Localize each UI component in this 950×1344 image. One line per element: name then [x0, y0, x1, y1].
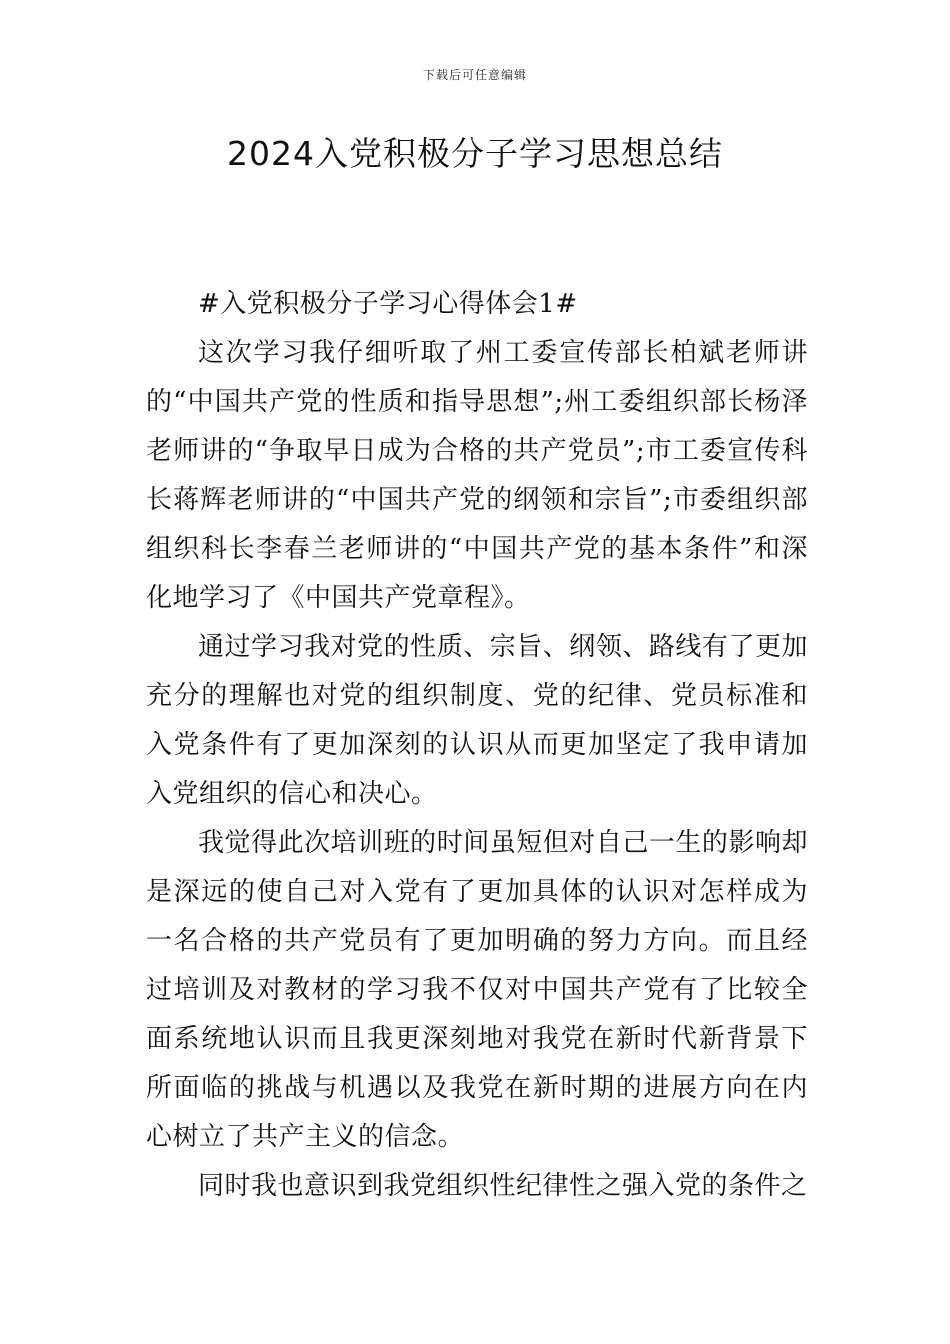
paragraph: 通过学习我对党的性质、宗旨、纲领、路线有了更加充分的理解也对党的组织制度、党的纪律、党员标准和入党条件有了更加深刻的认识从而更加坚定了我申请加入党组织的信心和决心。	[146, 632, 808, 809]
page-title: 2024入党积极分子学习思想总结	[227, 134, 723, 173]
section-subheading: #入党积极分子学习心得体会1#	[198, 289, 578, 319]
paragraph: 我觉得此次培训班的时间虽短但对自己一生的影响却是深远的使自己对入党有了更加具体的认识对怎样成为一名合格的共产党员有了更加明确的努力方向。而且经过培训及对教材的学习我不仅对中国共产党有了比较全面系统地认识而且我更深刻地对我党在新时代新背景下所面临的挑战与机遇以及我党在新时期的进展方向在内心树立了共产主义的信念。	[146, 828, 808, 1152]
paragraph: 这次学习我仔细听取了州工委宣传部长柏斌老师讲的“中国共产党的性质和指导思想”;州工委组织部长杨泽老师讲的“争取早日成为合格的共产党员”;市工委宣传科长蒋辉老师讲的“中国共产党的纲领和宗旨”;市委组织部组织科长李春兰老师讲的“中国共产党的基本条件”和深化地学习了《中国共产党章程》。	[146, 338, 808, 613]
document-body	[146, 280, 808, 1211]
paragraph: 同时我也意识到我党组织性纪律性之强入党的条件之	[198, 1171, 808, 1201]
header-note: 下载后可任意编辑	[422, 68, 527, 82]
